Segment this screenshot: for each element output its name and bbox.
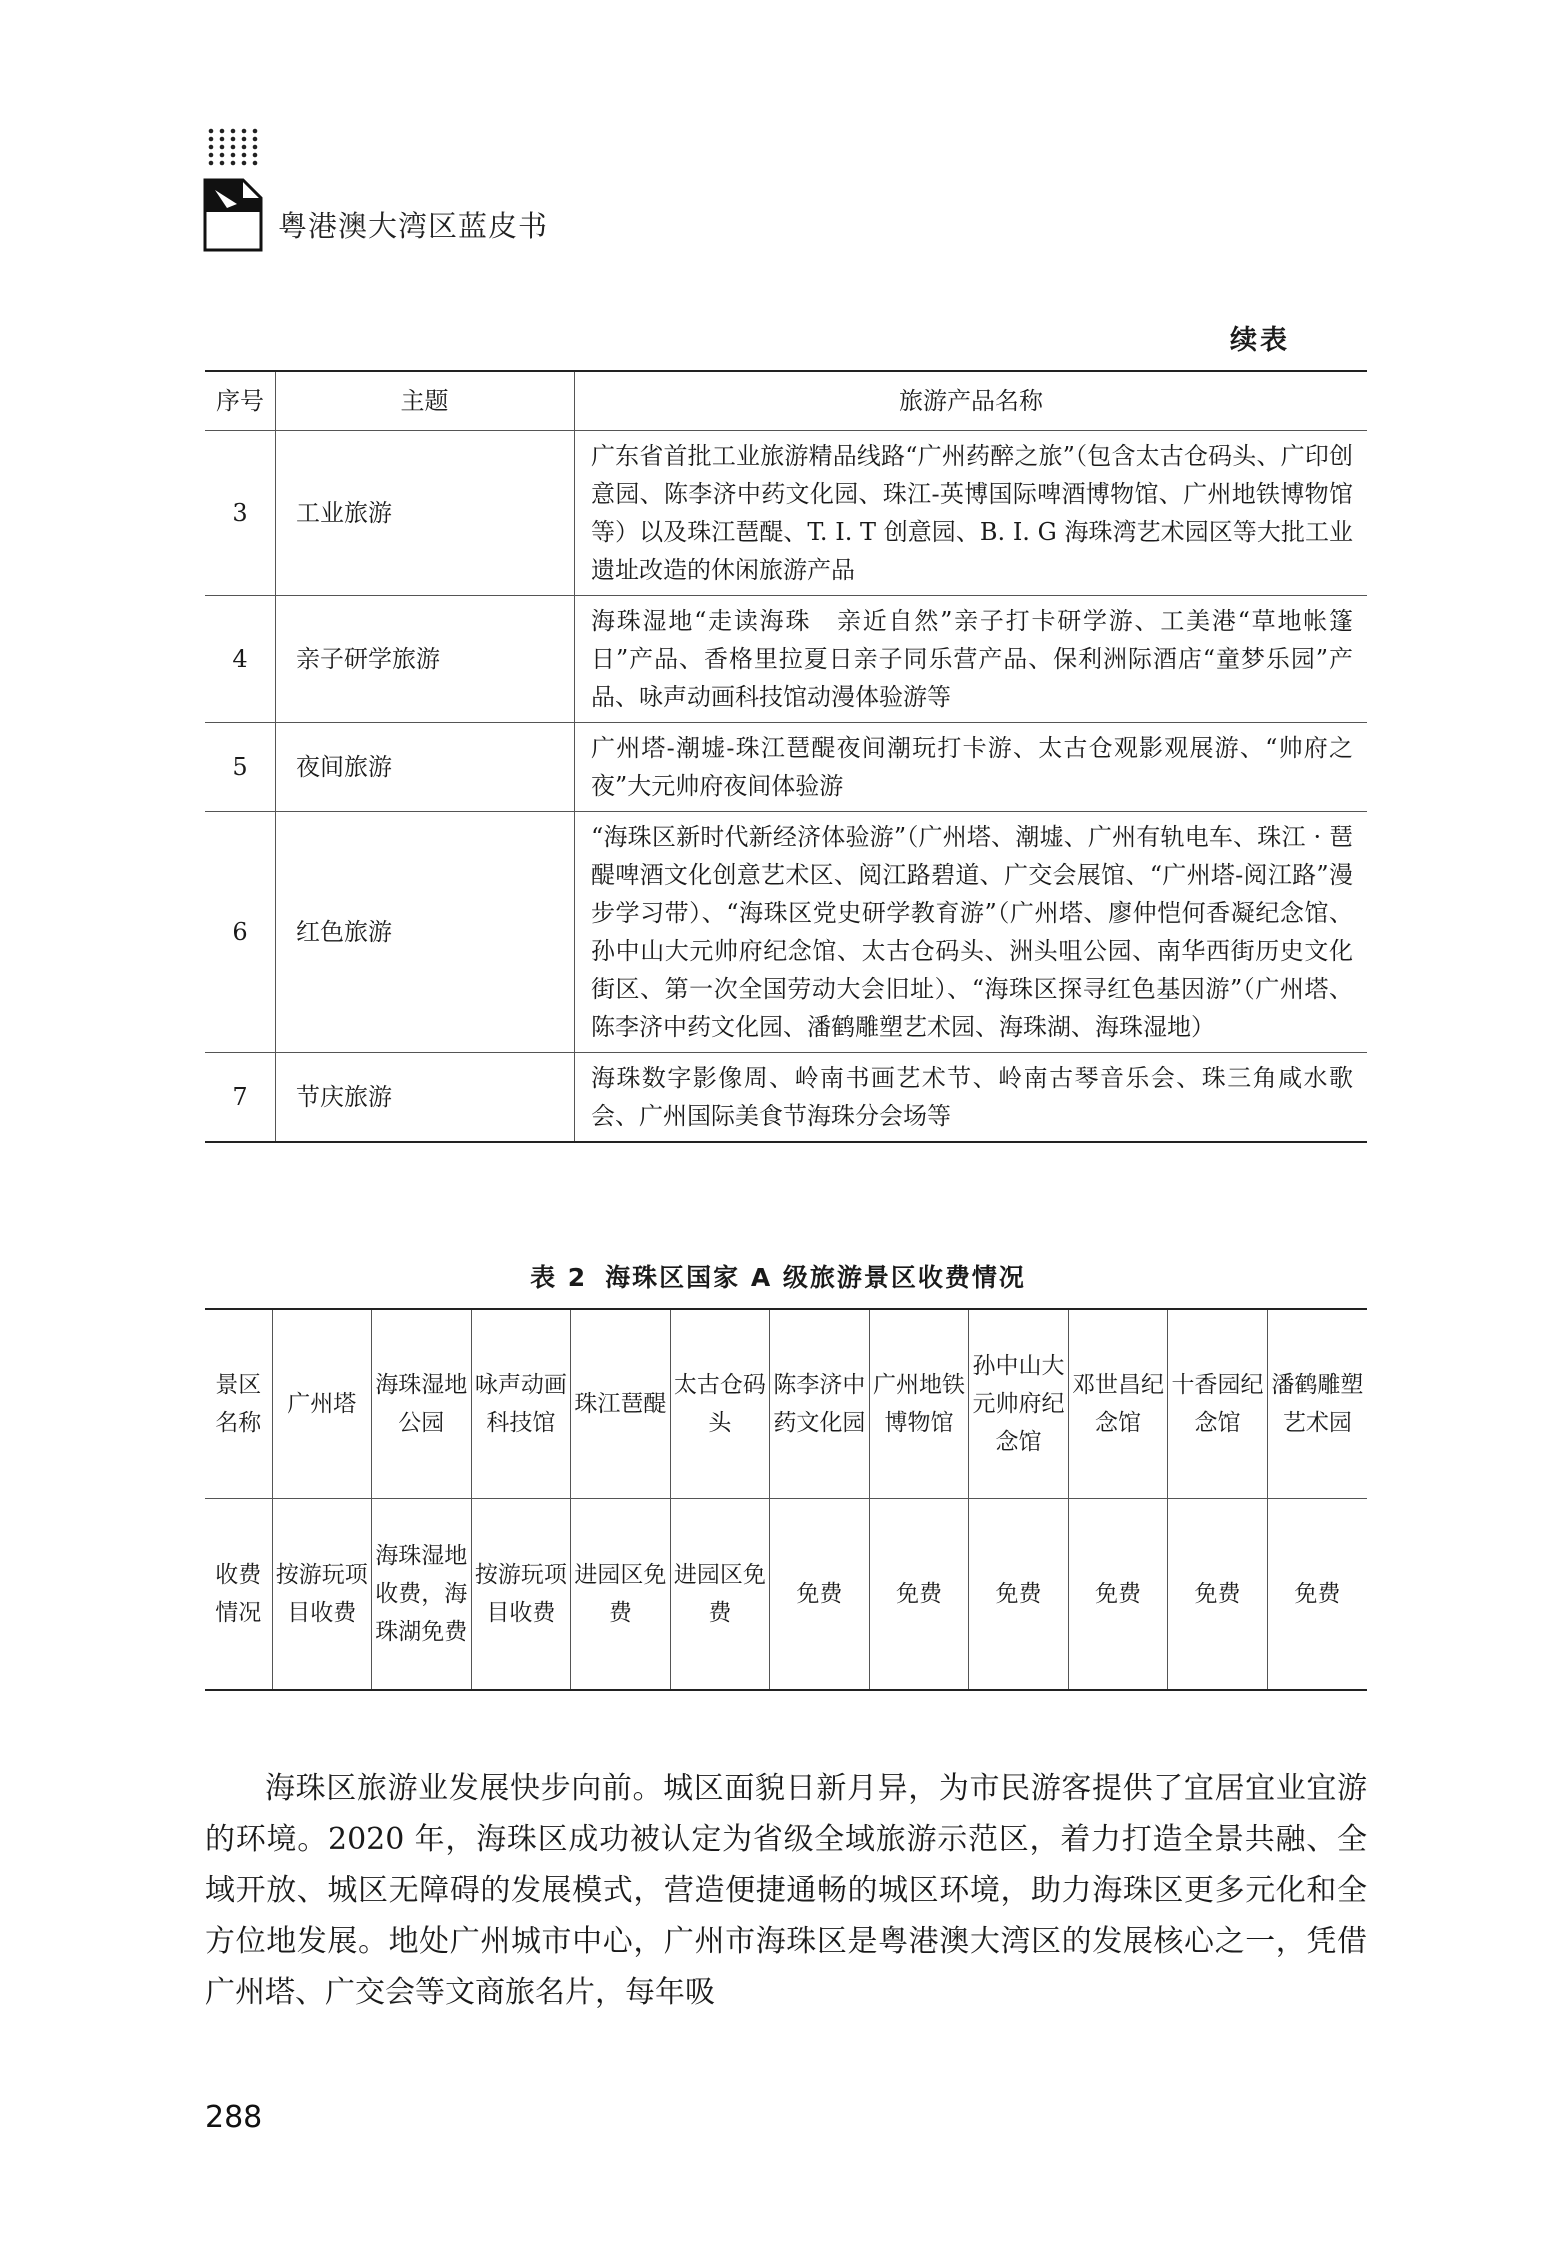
scenic-name: 广州塔: [272, 1309, 372, 1499]
table-row: [205, 596, 1367, 723]
scenic-name: 广州地铁博物馆: [869, 1309, 969, 1499]
book-logo-icon: [203, 128, 265, 254]
row-index: 4: [205, 596, 276, 723]
scenic-fee: 免费: [1267, 1499, 1367, 1691]
table-caption-title: 海珠区国家 A 级旅游景区收费情况: [605, 1263, 1026, 1292]
row-index: 6: [205, 812, 276, 1053]
scenic-fee: 免费: [969, 1499, 1069, 1691]
row-theme: 亲子研学旅游: [276, 596, 575, 723]
scenic-name: 陈李济中药文化园: [770, 1309, 870, 1499]
row-label-fee: 收费情况: [205, 1499, 272, 1691]
row-index: 7: [205, 1053, 276, 1143]
table-caption-number: 表 2: [530, 1263, 588, 1292]
row-theme: 红色旅游: [276, 812, 575, 1053]
table-row: [205, 1053, 1367, 1143]
table-row: [205, 812, 1367, 1053]
running-header-title: 粤港澳大湾区蓝皮书: [278, 209, 549, 243]
row-products: 广东省首批工业旅游精品线路“广州药醉之旅”（包含太古仓码头、广印创意园、陈李济中药文化园、珠江-英博国际啤酒博物馆、广州地铁博物馆等）以及珠江琶醍、T. I. T 创意园、B. I. G 海珠湾艺术园区等大批工业遗址改造的休闲旅游产品: [575, 431, 1368, 596]
scenic-name: 孙中山大元帅府纪念馆: [969, 1309, 1069, 1499]
scenic-fee: 免费: [1168, 1499, 1268, 1691]
scenic-name: 海珠湿地公园: [372, 1309, 472, 1499]
row-products: 海珠数字影像周、岭南书画艺术节、岭南古琴音乐会、珠三角咸水歌会、广州国际美食节海珠分会场等: [575, 1053, 1368, 1143]
row-label-name: 景区名称: [205, 1309, 272, 1499]
scenic-name: 珠江琶醍: [571, 1309, 671, 1499]
row-index: 3: [205, 431, 276, 596]
scenic-fee: 海珠湿地收费，海珠湖免费: [372, 1499, 472, 1691]
table-row: [205, 723, 1367, 812]
scenic-name-row: [205, 1309, 1367, 1499]
scenic-name: 咏声动画科技馆: [471, 1309, 571, 1499]
table-row: [205, 431, 1367, 596]
scenic-fee: 免费: [1068, 1499, 1168, 1691]
header-products: 旅游产品名称: [575, 371, 1368, 431]
header-theme: 主题: [276, 371, 575, 431]
header-index: 序号: [205, 371, 276, 431]
row-products: 海珠湿地“走读海珠 亲近自然”亲子打卡研学游、工美港“草地帐篷日”产品、香格里拉夏日亲子同乐营产品、保利洲际酒店“童梦乐园”产品、咏声动画科技馆动漫体验游等: [575, 596, 1368, 723]
scenic-fee: 免费: [770, 1499, 870, 1691]
table-continued-label: 续表: [1230, 325, 1290, 356]
page-number: 288: [205, 2100, 263, 2135]
scenic-name: 太古仓码头: [670, 1309, 770, 1499]
scenic-fee: 进园区免费: [571, 1499, 671, 1691]
scenic-name: 潘鹤雕塑艺术园: [1267, 1309, 1367, 1499]
table-header-row: [205, 371, 1367, 431]
row-products: 广州塔-潮墟-珠江琶醍夜间潮玩打卡游、太古仓观影观展游、“帅府之夜”大元帅府夜间体验游: [575, 723, 1368, 812]
scenic-fee: 按游玩项目收费: [272, 1499, 372, 1691]
tourism-products-table: [205, 370, 1367, 1143]
body-paragraph: 海珠区旅游业发展快步向前。城区面貌日新月异，为市民游客提供了宜居宜业宜游的环境。2020 年，海珠区成功被认定为省级全域旅游示范区，着力打造全景共融、全域开放、城区无障碍的发展模式，营造便捷通畅的城区环境，助力海珠区更多元化和全方位地发展。地处广州城市中心，广州市海珠区是粤港澳大湾区的发展核心之一，凭借广州塔、广交会等文商旅名片，每年吸: [205, 1771, 1367, 2010]
scenic-name: 邓世昌纪念馆: [1068, 1309, 1168, 1499]
table-caption: [0, 1258, 1556, 1294]
scenic-fee: 进园区免费: [670, 1499, 770, 1691]
scenic-fee-table: [205, 1308, 1367, 1691]
row-theme: 夜间旅游: [276, 723, 575, 812]
fee-row: [205, 1499, 1367, 1691]
scenic-name: 十香园纪念馆: [1168, 1309, 1268, 1499]
scenic-fee: 免费: [869, 1499, 969, 1691]
row-index: 5: [205, 723, 276, 812]
row-theme: 节庆旅游: [276, 1053, 575, 1143]
row-theme: 工业旅游: [276, 431, 575, 596]
scenic-fee: 按游玩项目收费: [471, 1499, 571, 1691]
row-products: “海珠区新时代新经济体验游”（广州塔、潮墟、广州有轨电车、珠江 · 琶醍啤酒文化创意艺术区、阅江路碧道、广交会展馆、“广州塔-阅江路”漫步学习带）、“海珠区党史研学教育游”（广州塔、廖仲恺何香凝纪念馆、孙中山大元帅府纪念馆、太古仓码头、洲头咀公园、南华西街历史文化街区、第一次全国劳动大会旧址）、“海珠区探寻红色基因游”（广州塔、陈李济中药文化园、潘鹤雕塑艺术园、海珠湖、海珠湿地）: [575, 812, 1368, 1053]
